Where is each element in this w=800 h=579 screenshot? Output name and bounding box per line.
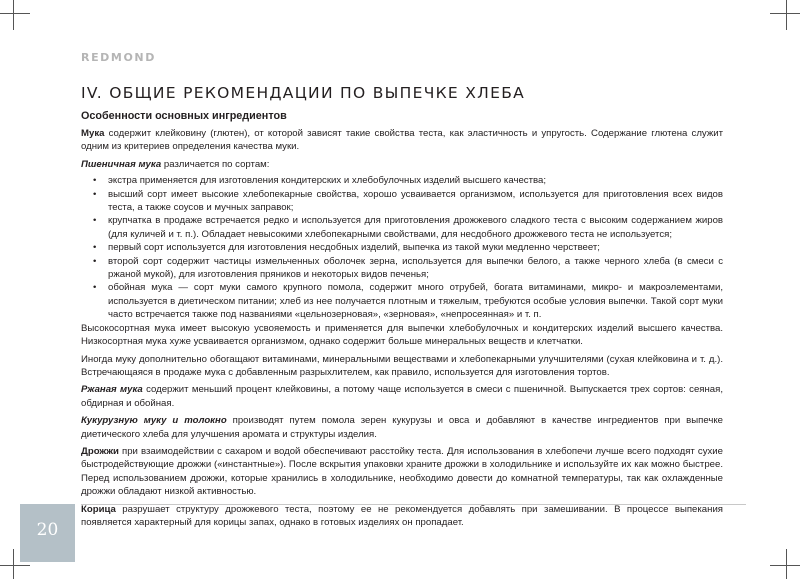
paragraph-rye bbox=[81, 383, 723, 410]
crop-mark bbox=[13, 0, 14, 30]
term-corn: Кукурузную муку и толокно bbox=[81, 415, 227, 427]
list-item-text: обойная мука — сорт муки самого крупного помола, содержит много отрубей, богата витаминами, микро- и макроэлементами, используется в диетическом питании; хлеб из нее получается плотным и тяжелым, требуются особые условия выпечки. Такой сорт муки часто встречается также под названиями «цельнозерновая», «зерновая», «непросеянная» и т. п. bbox=[108, 282, 723, 321]
paragraph-yeast bbox=[81, 445, 723, 499]
term-flour: Мука bbox=[81, 128, 105, 139]
page-number: 20 bbox=[36, 520, 59, 540]
crop-mark bbox=[786, 0, 787, 30]
text-yeast: при взаимодействии с сахаром и водой обеспечивают расстойку теста. Для использования в хлебопечи лучше всего подходят сухие быстродействующие дрожжи («инстантные»). После вскрытия упаковки храните дрожжи в холодильнике и используйте их как можно быстрее. Перед использованием дрожжи, которые хранились в холодильнике, необходимо довести до комнатной температуры, так как охлажденные дрожжи обладают низкой активностью. bbox=[81, 445, 723, 498]
text-cinnamon: разрушает структуру дрожжевого теста, поэтому ее не рекомендуется добавлять при замешивании. В процессе выпекания появляется характерный для корицы запах, однако в готовых изделиях он пропадает. bbox=[81, 503, 723, 528]
term-rye: Ржаная мука bbox=[81, 384, 143, 396]
subheading: Особенности основных ингредиентов bbox=[81, 110, 287, 122]
list-item bbox=[81, 241, 723, 254]
list-item bbox=[81, 188, 723, 215]
bullet-icon: • bbox=[93, 255, 97, 267]
list-item bbox=[81, 174, 723, 187]
list-item-text: второй сорт содержит частицы измельченных оболочек зерна, используется для выпечки белого, а также черного хлеба (в смеси с ржаной мукой), для изготовления пряников и некоторых видов печенья; bbox=[108, 255, 723, 281]
list-item bbox=[81, 214, 723, 241]
term-yeast: Дрожжи bbox=[81, 445, 119, 457]
crop-mark bbox=[770, 13, 800, 14]
term-cinnamon: Корица bbox=[81, 503, 116, 515]
bullet-icon: • bbox=[93, 282, 97, 294]
crop-mark bbox=[13, 549, 14, 579]
list-item bbox=[81, 255, 723, 282]
paragraph-wheat bbox=[81, 158, 723, 171]
page-number-box bbox=[20, 504, 75, 562]
bullet-icon: • bbox=[93, 175, 97, 187]
list-item-text: экстра применяется для изготовления кондитерских и хлебобулочных изделий высшего качества; bbox=[108, 175, 546, 187]
crop-mark bbox=[786, 549, 787, 579]
paragraph-flour bbox=[81, 127, 723, 154]
bullet-icon: • bbox=[93, 242, 97, 254]
footer-divider bbox=[81, 504, 746, 505]
paragraph-high-grade: Высокосортная мука имеет высокую усвояемость и применяется для выпечки хлебобулочных и кондитерских изделий высшего качества. Низкосортная мука хуже усваивается организмом, однако содержит больше минеральных веществ и клетчатки. bbox=[81, 322, 723, 348]
list-item-text: первый сорт используется для изготовления несдобных изделий, выпечка из такой муки медленно черствеет; bbox=[108, 242, 600, 254]
brand-logo: REDMOND bbox=[81, 51, 156, 64]
section-title: IV. ОБЩИЕ РЕКОМЕНДАЦИИ ПО ВЫПЕЧКЕ ХЛЕБА bbox=[81, 84, 526, 102]
list-item bbox=[81, 281, 723, 321]
list-item-text: высший сорт имеет высокие хлебопекарные свойства, хорошо усваивается организмом, используется для приготовления всех видов теста, а также соусов и мучных заправок; bbox=[108, 188, 723, 214]
term-wheat: Пшеничная мука bbox=[81, 158, 162, 170]
paragraph-cinnamon bbox=[81, 503, 723, 530]
paragraph-enrichment: Иногда муку дополнительно обогащают витаминами, минеральными веществами и хлебопекарными улучшителями (сухая клейковина и т. д.). Встречающаяся в продаже мука с добавленным разрыхлителем, как правило, используется для изготовления тортов. bbox=[81, 353, 723, 378]
page-content bbox=[81, 109, 723, 532]
list-item-text: крупчатка в продаже встречается редко и используется для приготовления дрожжевого сладкого теста с высоким содержанием жиров (для куличей и т. п.). Обладает невысокими хлебопекарными свойствами, для несдобного дрожжевого теста не используется; bbox=[108, 215, 723, 240]
wheat-sorts-list bbox=[81, 174, 723, 321]
text-rye: содержит меньший процент клейковины, а потому чаще используется в смеси с пшеничной. Выпускается трех сортов: сеяная, обдирная и обойная. bbox=[81, 384, 723, 409]
text-flour: содержит клейковину (глютен), от которой зависят такие свойства теста, как эластичность и упругость. Содержание глютена служит одним из критериев определения качества муки. bbox=[81, 128, 723, 153]
text-corn: производят путем помола зерен кукурузы и овса и добавляют в качестве ингредиентов при выпечке диетического хлеба для улучшения аромата и структуры изделия. bbox=[81, 415, 723, 440]
bullet-icon: • bbox=[93, 215, 97, 227]
crop-mark bbox=[770, 565, 800, 566]
crop-mark bbox=[0, 13, 30, 14]
paragraph-corn bbox=[81, 414, 723, 441]
text-wheat: различается по сортам: bbox=[161, 158, 270, 170]
crop-mark bbox=[0, 565, 30, 566]
bullet-icon: • bbox=[93, 188, 97, 200]
